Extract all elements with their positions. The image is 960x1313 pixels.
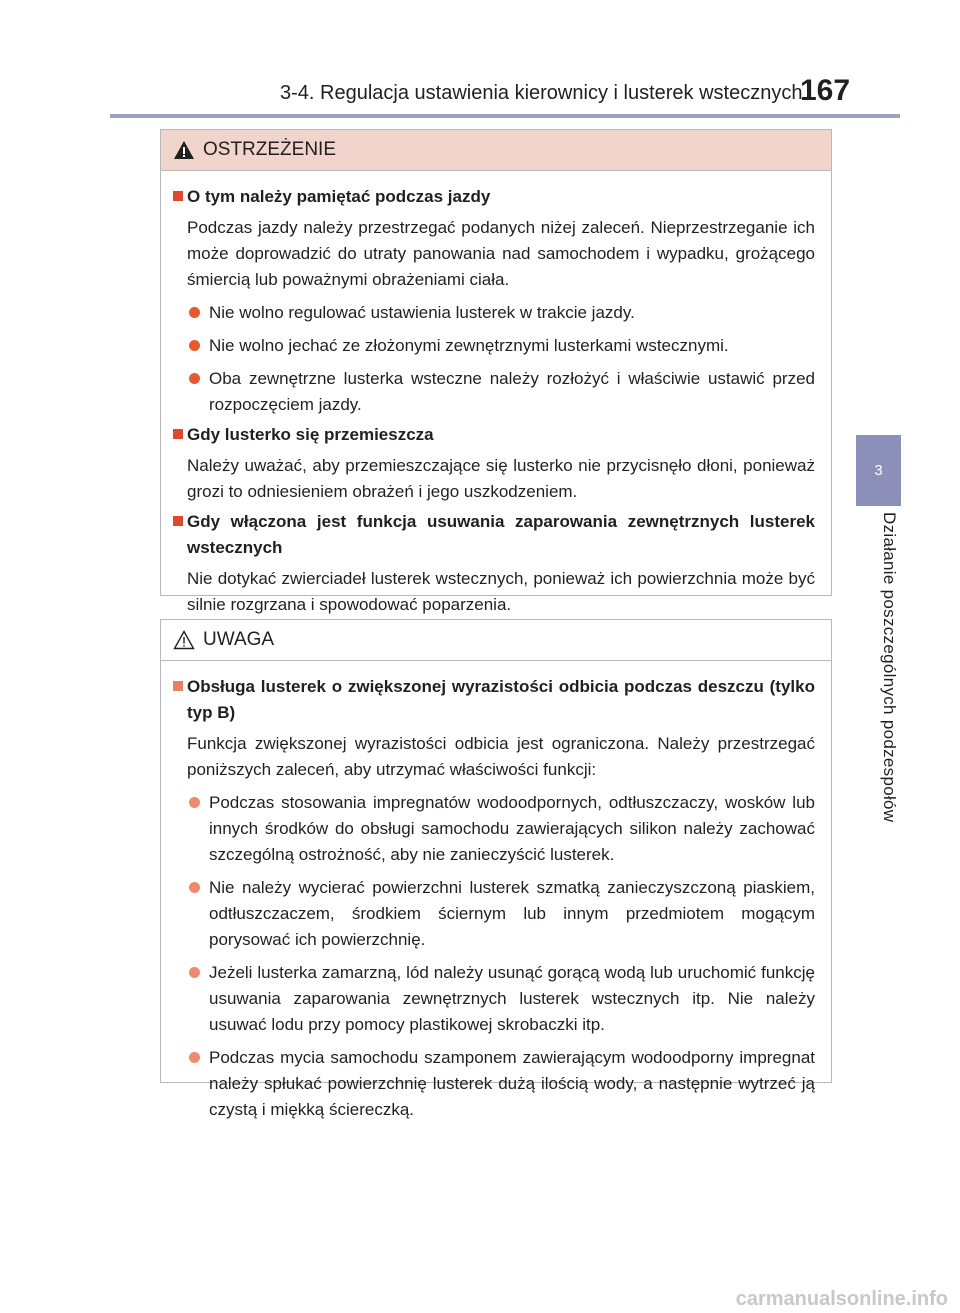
chapter-number: 3 xyxy=(874,462,883,479)
running-header: 3-4. Regulacja ustawienia kierownicy i lusterek wstecznych xyxy=(280,82,803,104)
section-marker-icon xyxy=(173,191,183,201)
caution-triangle-icon xyxy=(173,630,195,650)
section-heading: Gdy włączona jest funkcja usuwania zaparowania zewnętrznych lusterek wstecznych xyxy=(187,512,815,557)
section-text: Należy uważać, aby przemieszczające się lusterko nie przycisnęło dłoni, ponieważ grozi to odniesieniem obrażeń i jego uszkodzeniem. xyxy=(187,456,815,501)
warning-section xyxy=(173,422,815,505)
warning-section xyxy=(173,184,815,418)
list-item: Jeżeli lusterka zamarzną, lód należy usunąć gorącą wodą lub uruchomić funkcję usuwania zaparowania zewnętrznych lusterek wstecznych itp. Nie należy usuwać lodu przy pomocy plastikowej skrobaczki itp. xyxy=(187,960,815,1038)
section-text: Podczas jazdy należy przestrzegać podanych niżej zaleceń. Nieprzestrzeganie ich może doprowadzić do utraty panowania nad samochodem i wypadku, grożącego śmiercią lub poważnymi obrażeniami ciała. xyxy=(187,218,815,289)
list-item: Nie należy wycierać powierzchni lusterek szmatką zanieczyszczoną piaskiem, odtłuszczaczem, środkiem ściernym lub innym przedmiotem mogącym porysować ich powierzchnię. xyxy=(187,875,815,953)
section-text: Nie dotykać zwierciadeł lusterek wstecznych, ponieważ ich powierzchnia może być silnie rozgrzana i spowodować poparzenia. xyxy=(187,569,815,614)
bullet-dot-icon xyxy=(189,1052,200,1063)
list-item: Nie wolno jechać ze złożonymi zewnętrznymi lusterkami wstecznymi. xyxy=(187,333,815,359)
bullet-dot-icon xyxy=(189,307,200,318)
list-item: Nie wolno regulować ustawienia lusterek w trakcie jazdy. xyxy=(187,300,815,326)
list-item: Oba zewnętrzne lusterka wsteczne należy rozłożyć i właściwie ustawić przed rozpoczęciem jazdy. xyxy=(187,366,815,418)
watermark: carmanualsonline.info xyxy=(735,1288,948,1310)
notice-section xyxy=(173,674,815,1123)
notice-box-title: UWAGA xyxy=(203,629,275,650)
section-heading: Gdy lusterko się przemieszcza xyxy=(187,425,434,444)
bullet-dot-icon xyxy=(189,797,200,808)
section-marker-icon xyxy=(173,516,183,526)
header-rule xyxy=(110,114,900,118)
section-heading: O tym należy pamiętać podczas jazdy xyxy=(187,187,491,206)
list-item: Podczas stosowania impregnatów wodoodpornych, odtłuszczaczy, wosków lub innych środków do obsługi samochodu zawierających silikon należy zachować szczególną ostrożność, aby nie zanieczyścić lusterek. xyxy=(187,790,815,868)
warning-box xyxy=(160,129,832,614)
bullet-dot-icon xyxy=(189,340,200,351)
warning-box-title: OSTRZEŻENIE xyxy=(203,139,337,160)
notice-box-body xyxy=(161,661,831,1123)
list-item: Podczas mycia samochodu szamponem zawierającym wodoodporny impregnat należy spłukać powierzchnię lusterek dużą ilością wody, a następnie wytrzeć ją czystą i miękką ściereczką. xyxy=(187,1045,815,1123)
section-text: Funkcja zwiększonej wyrazistości odbicia jest ograniczona. Należy przestrzegać poniższych zaleceń, aby utrzymać właściwości funkcji: xyxy=(187,734,815,779)
notice-box xyxy=(160,619,832,1119)
bullet-dot-icon xyxy=(189,967,200,978)
warning-triangle-icon xyxy=(173,140,195,160)
section-marker-icon xyxy=(173,681,183,691)
notice-box-header xyxy=(161,620,831,661)
chapter-tab xyxy=(856,435,901,506)
bullet-dot-icon xyxy=(189,882,200,893)
warning-box-header xyxy=(161,130,831,171)
section-marker-icon xyxy=(173,429,183,439)
section-heading: Obsługa lusterek o zwiększonej wyrazistości odbicia podczas deszczu (tylko typ B) xyxy=(187,677,815,722)
warning-section xyxy=(173,509,815,618)
chapter-label: Działanie poszczególnych podzespołów xyxy=(880,512,899,823)
bullet-dot-icon xyxy=(189,373,200,384)
page-number: 167 xyxy=(800,74,851,107)
warning-box-body xyxy=(161,171,831,618)
